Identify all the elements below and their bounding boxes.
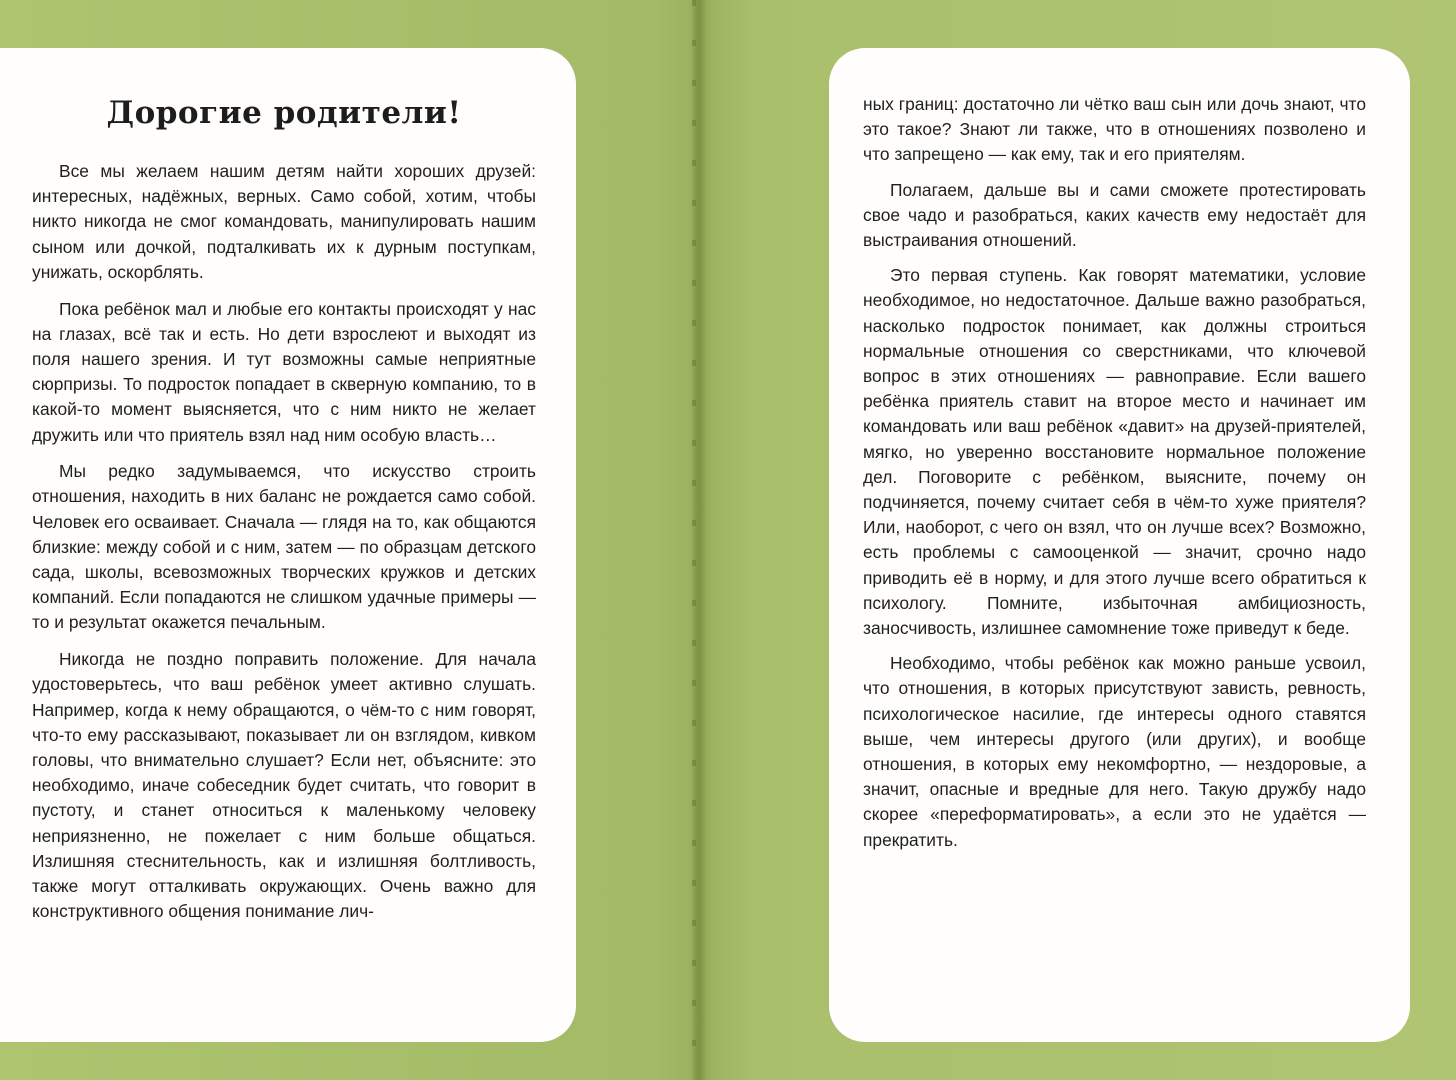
right-paragraph-3: Это первая ступень. Как говорят математики, условие необходимое, но недостаточное. Дальше важно разобраться, насколько подросток понимает, как должны строиться нормальные отношения со сверстниками, что ключевой вопрос в этих отношениях — равноправие. Если вашего ребёнка приятель ставит на второе место и начинает им командовать или ваш ребёнок «давит» на друзей-приятелей, мягко, но уверенно восстановите нормальное положение дел. Поговорите с ребёнком, выясните, почему он подчиняется, почему считает себя в чём-то хуже приятеля? Или, наоборот, с чего он взял, что он лучше всех? Возможно, есть проблемы с самооценкой — значит, срочно надо приводить её в норму, и для этого лучше всего обратиться к психологу. Помните, избыточная амбициозность, заносчивость, излишнее самомнение тоже приведут к беде. (863, 265, 1366, 639)
left-paragraph-4: Никогда не поздно поправить положение. Для начала удостоверьтесь, что ваш ребёнок умеет активно слушать. Например, когда к нему обращаются, о чём-то с ним говорят, что-то ему рассказывают, показывает ли он взглядом, кивком головы, что внимательно слушает? Если нет, объясните: это необходимо, иначе собеседник будет считать, что говорит в пустоту, и станет относиться к маленькому человеку неприязненно, не пожелает с ним больше общаться. Излишняя стеснительность, как и излишняя болтливость, также могут отталкивать окружающих. Очень важно для конструктивного общения понимание лич- (32, 649, 536, 922)
left-paragraph-3: Мы редко задумываемся, что искусство строить отношения, находить в них баланс не рождается само собой. Человек его осваивает. Сначала — глядя на то, как общаются близкие: между собой и с ним, затем — по образцам детского сада, школы, всевозможных творческих кружков и детских компаний. Если попадаются не слишком удачные примеры — то и результат окажется печальным. (32, 461, 536, 633)
right-paragraph-2: Полагаем, дальше вы и сами сможете протестировать свое чадо и разобраться, каких качеств ему недостаёт для выстраивания отношений. (863, 179, 1366, 251)
right-page (829, 48, 1410, 1042)
page-title: Дорогие родители! (106, 95, 462, 131)
spine-stitching (692, 0, 696, 1080)
left-page (0, 48, 576, 1042)
left-paragraph-2: Пока ребёнок мал и любые его контакты происходят у нас на глазах, всё так и есть. Но дети взрослеют и выходят из поля нашего зрения. И тут возможны самые неприятные сюрпризы. То подросток попадает в скверную компанию, то в какой-то момент выясняется, что с ним никто не желает дружить или что приятель взял над ним особую власть… (32, 298, 536, 445)
right-paragraph-4: Необходимо, чтобы ребёнок как можно раньше усвоил, что отношения, в которых присутствуют зависть, ревность, психологическое насилие, где интересы одного ставятся выше, чем интересы другого (или других), и вообще отношения, в которых ему некомфортно, — нездоровые, а значит, опасные и вредные для него. Такую дружбу надо скорее «переформатировать», а если это не удаётся — прекратить. (863, 653, 1366, 850)
left-paragraph-1: Все мы желаем нашим детям найти хороших друзей: интересных, надёжных, верных. Само собой, хотим, чтобы никто никогда не смог командовать, манипулировать нашим сыном или дочкой, подталкивать их к дурным поступкам, унижать, оскорблять. (32, 161, 536, 282)
right-paragraph-1: ных границ: достаточно ли чётко ваш сын или дочь знают, что это такое? Знают ли также, что в отношениях позволено и что запрещено — как ему, так и его приятелям. (863, 94, 1366, 165)
